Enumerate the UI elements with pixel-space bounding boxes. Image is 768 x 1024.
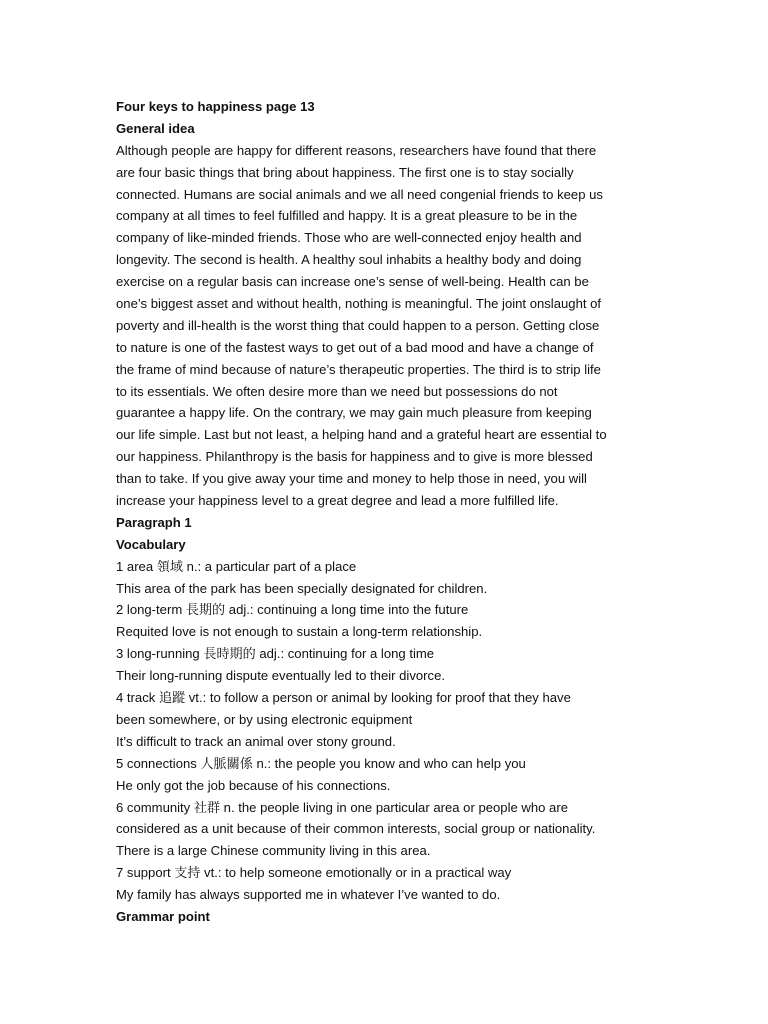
general-idea-line: company of like-minded friends. Those who are well-connected enjoy health and bbox=[116, 230, 582, 246]
vocab-definition bbox=[116, 599, 656, 621]
vocab-entry bbox=[116, 862, 656, 906]
vocab-entry bbox=[116, 643, 656, 687]
general-idea-text bbox=[116, 140, 656, 512]
general-idea-line: are four basic things that bring about happiness. The first one is to stay socially bbox=[116, 164, 574, 180]
vocab-entry bbox=[116, 797, 656, 863]
general-idea-heading: General idea bbox=[116, 120, 195, 136]
vocab-definition bbox=[116, 687, 656, 709]
vocab-definition bbox=[116, 797, 656, 819]
grammar-heading: Grammar point bbox=[116, 908, 210, 924]
general-idea-line: longevity. The second is health. A healthy soul inhabits a healthy body and doing bbox=[116, 252, 582, 268]
vocab-term: 7 support bbox=[116, 865, 175, 881]
vocabulary-list bbox=[116, 556, 656, 906]
vocab-definition bbox=[116, 556, 656, 578]
general-idea-line: exercise on a regular basis can increase one’s sense of well-being. Health can be bbox=[116, 274, 589, 290]
general-idea-line: one’s biggest asset and without health, nothing is meaningful. The joint onslaught of bbox=[116, 296, 602, 312]
vocab-entry bbox=[116, 687, 656, 753]
general-idea-line: than to take. If you give away your time and money to help those in need, you will bbox=[116, 471, 587, 487]
vocab-entry bbox=[116, 556, 656, 600]
vocab-definition-continued: considered as a unit because of their common interests, social group or nationality. bbox=[116, 821, 596, 837]
vocab-meaning: adj.: continuing a long time into the future bbox=[225, 602, 469, 618]
vocab-example: This area of the park has been specially designated for children. bbox=[116, 580, 488, 596]
document-page bbox=[116, 96, 656, 928]
vocab-meaning: vt.: to help someone emotionally or in a practical way bbox=[200, 865, 512, 881]
vocab-meaning: vt.: to follow a person or animal by looking for proof that they have bbox=[185, 690, 571, 706]
vocab-example: He only got the job because of his connections. bbox=[116, 777, 391, 793]
vocab-meaning: n. the people living in one particular area or people who are bbox=[220, 799, 568, 815]
vocab-term: 5 connections bbox=[116, 755, 201, 771]
general-idea-line: guarantee a happy life. On the contrary, we may gain much pleasure from keeping bbox=[116, 405, 592, 421]
vocabulary-heading: Vocabulary bbox=[116, 536, 186, 552]
general-idea-line: company at all times to feel fulfilled and happy. It is a great pleasure to be in the bbox=[116, 208, 578, 224]
vocab-example: There is a large Chinese community living in this area. bbox=[116, 843, 431, 859]
vocab-chinese: 支持 bbox=[174, 866, 201, 882]
general-idea-line: the frame of mind because of nature’s therapeutic properties. The third is to strip life bbox=[116, 361, 601, 377]
vocab-term: 4 track bbox=[116, 690, 159, 706]
vocab-term: 6 community bbox=[116, 799, 194, 815]
vocab-entry bbox=[116, 753, 656, 797]
paragraph-heading: Paragraph 1 bbox=[116, 514, 192, 530]
general-idea-line: increase your happiness level to a great degree and lead a more fulfilled life. bbox=[116, 493, 559, 509]
vocab-term: 2 long-term bbox=[116, 602, 186, 618]
vocab-chinese: 領域 bbox=[156, 559, 183, 575]
vocab-chinese: 追蹤 bbox=[158, 691, 186, 707]
vocab-meaning: n.: the people you know and who can help you bbox=[252, 755, 526, 771]
general-idea-line: poverty and ill-health is the worst thing that could happen to a person. Getting close bbox=[116, 317, 600, 333]
vocab-example: My family has always supported me in whatever I’ve wanted to do. bbox=[116, 887, 501, 903]
vocab-meaning: n.: a particular part of a place bbox=[182, 558, 357, 574]
vocab-chinese: 人脈關係 bbox=[200, 756, 253, 772]
vocab-example: Their long-running dispute eventually led to their divorce. bbox=[116, 668, 445, 684]
general-idea-line: to its essentials. We often desire more than we need but possessions do not bbox=[116, 383, 558, 399]
vocab-definition bbox=[116, 862, 656, 884]
vocab-meaning: adj.: continuing for a long time bbox=[255, 646, 435, 662]
vocab-chinese: 長時期的 bbox=[203, 647, 256, 663]
vocab-chinese: 社群 bbox=[193, 800, 221, 816]
general-idea-line: our happiness. Philanthropy is the basis for happiness and to give is more blessed bbox=[116, 449, 593, 465]
general-idea-line: our life simple. Last but not least, a helping hand and a grateful heart are essential to bbox=[116, 427, 607, 443]
vocab-definition-continued: been somewhere, or by using electronic equipment bbox=[116, 711, 413, 727]
document-title: Four keys to happiness page 13 bbox=[116, 99, 315, 114]
vocab-entry bbox=[116, 599, 656, 643]
vocab-example: Requited love is not enough to sustain a long-term relationship. bbox=[116, 624, 483, 640]
vocab-definition bbox=[116, 643, 656, 665]
general-idea-line: to nature is one of the fastest ways to get out of a bad mood and have a change of bbox=[116, 339, 594, 355]
vocab-chinese: 長期的 bbox=[185, 603, 226, 619]
general-idea-line: connected. Humans are social animals and we all need congenial friends to keep us bbox=[116, 186, 603, 202]
vocab-term: 1 area bbox=[116, 558, 157, 574]
vocab-definition bbox=[116, 753, 656, 775]
vocab-example: It’s difficult to track an animal over stony ground. bbox=[116, 733, 396, 749]
vocab-term: 3 long-running bbox=[116, 646, 204, 662]
general-idea-line: Although people are happy for different reasons, researchers have found that there bbox=[116, 142, 597, 158]
